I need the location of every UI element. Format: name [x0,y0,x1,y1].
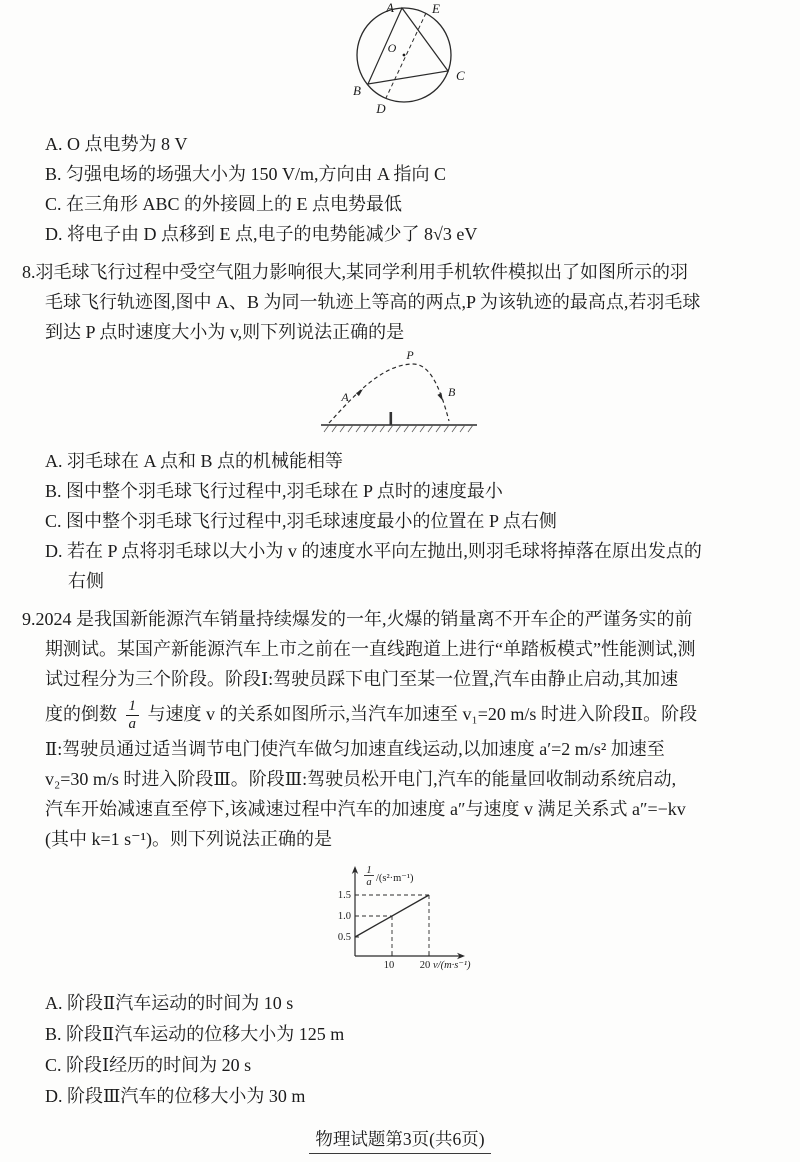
q7-option-d: D. 将电子由 D 点移到 E 点,电子的电势能减少了 8√3 eV [45,224,478,244]
q7-option-a: A. O 点电势为 8 V [45,134,188,154]
q8-option-d-continuation: 右侧 [68,571,104,591]
label-e: E [431,1,440,16]
label-c: C [455,68,465,83]
q9-stem [0,604,800,854]
label-p: P [405,348,414,362]
descending-arrow [437,393,443,401]
xtick-20: 20 [419,960,431,971]
q8-option-b: B. 图中整个羽毛球飞行过程中,羽毛球在 P 点时的速度最小 [45,481,503,501]
q8-stem-line-2: 毛球飞行轨迹图,图中 A、B 为同一轨迹上等高的两点,P 为该轨迹的最高点,若羽毛球 [45,292,701,312]
q8-options [0,446,800,596]
y-axis-label [364,865,414,888]
q9-stem-line-8: (其中 k=1 s⁻¹)。则下列说法正确的是 [45,829,333,849]
xtick-10: 10 [383,960,395,971]
q9-stem-line-7: 汽车开始减速直至停下,该减速过程中汽车的加速度 a″与速度 v 满足关系式 a″=−kv [45,799,686,819]
q9-option-b: B. 阶段Ⅱ汽车运动的位移大小为 125 m [45,1024,345,1044]
ascending-arrow [355,389,362,396]
q9-stem-line-3: 试过程分为三个阶段。阶段Ⅰ:驾驶员踩下电门至某一位置,汽车由静止启动,其加速 [45,669,679,689]
q8-option-a: A. 羽毛球在 A 点和 B 点的机械能相等 [45,451,344,471]
label-o: O [387,41,396,55]
q9-option-d: D. 阶段Ⅲ汽车的位移大小为 30 m [45,1086,306,1106]
inverse-acceleration-graph [313,858,503,973]
q8-stem-line-3: 到达 P 点时速度大小为 v,则下列说法正确的是 [45,322,405,342]
circle-triangle-figure [320,0,495,118]
ground-hatching [324,425,473,432]
y-label-numerator: 1 [366,865,372,876]
q9-stem-line-6: v₂=30 m/s 时进入阶段Ⅲ。阶段Ⅲ:驾驶员松开电门,汽车的能量回收制动系统启动, [45,769,677,789]
q8-option-d: D. 若在 P 点将羽毛球以大小为 v 的速度水平向左抛出,则羽毛球将掉落在原出发点的 [45,541,702,561]
net-post [389,412,392,425]
ytick-15: 1.5 [337,890,351,901]
footer-page-number: 物理试题第3页(共6页) [309,1126,490,1154]
q7-option-b: B. 匀强电场的场强大小为 150 V/m,方向由 A 指向 C [45,164,447,184]
q7-figure [7,0,800,123]
q8-stem-line-1: 8.羽毛球飞行过程中受空气阻力影响很大,某同学利用手机软件模拟出了如图所示的羽 [22,262,688,282]
x-axis-label: v/(m·s⁻¹) [433,960,471,971]
dashed-guides [355,895,429,956]
q9-stem-line-5: Ⅱ:驾驶员通过适当调节电门使汽车做匀加速直线运动,以加速度 a′=2 m/s² 加速至 [45,739,665,759]
q8-stem [0,257,800,347]
label-b: B [447,385,455,399]
q9-stem-line-1: 9.2024 是我国新能源汽车销量持续爆发的一年,火爆的销量离不开车企的严谨务实的前 [22,609,693,629]
ytick-05: 0.5 [337,932,351,943]
fraction-denominator: a [128,716,136,733]
q9-frac-pre: 度的倒数 [45,704,117,724]
y-label-unit: /(s²·m⁻¹) [376,873,414,884]
q9-options [0,988,800,1112]
trajectory-figure [319,349,494,441]
label-b: B [352,83,361,98]
q9-option-c: C. 阶段Ⅰ经历的时间为 20 s [45,1055,252,1075]
q9-option-a: A. 阶段Ⅱ汽车运动的时间为 10 s [45,993,294,1013]
label-a: A [385,0,394,15]
center-dot [402,54,405,57]
q9-figure [8,854,800,978]
inline-fraction [126,699,140,734]
label-a: A [340,390,349,404]
y-label-denominator: a [366,877,372,888]
fraction-numerator: 1 [126,699,140,717]
triangle-abc [368,8,448,84]
q7-options [0,129,800,249]
q9-stem-line-2: 期测试。某国产新能源汽车上市之前在一直线跑道上进行“单踏板模式”性能测试,测 [45,639,696,659]
label-d: D [375,101,386,116]
q7-option-c: C. 在三角形 ABC 的外接圆上的 E 点电势最低 [45,194,403,214]
q9-frac-post: 与速度 v 的关系如图所示,当汽车加速至 v₁=20 m/s 时进入阶段Ⅱ。阶段 [147,704,698,724]
q8-figure [6,347,800,446]
q9-stem-line-4 [0,694,800,734]
dashed-chord-ed [386,13,426,98]
q8-option-c: C. 图中整个羽毛球飞行过程中,羽毛球速度最小的位置在 P 点右侧 [45,511,557,531]
page-footer [0,1126,800,1154]
ytick-10: 1.0 [337,911,351,922]
